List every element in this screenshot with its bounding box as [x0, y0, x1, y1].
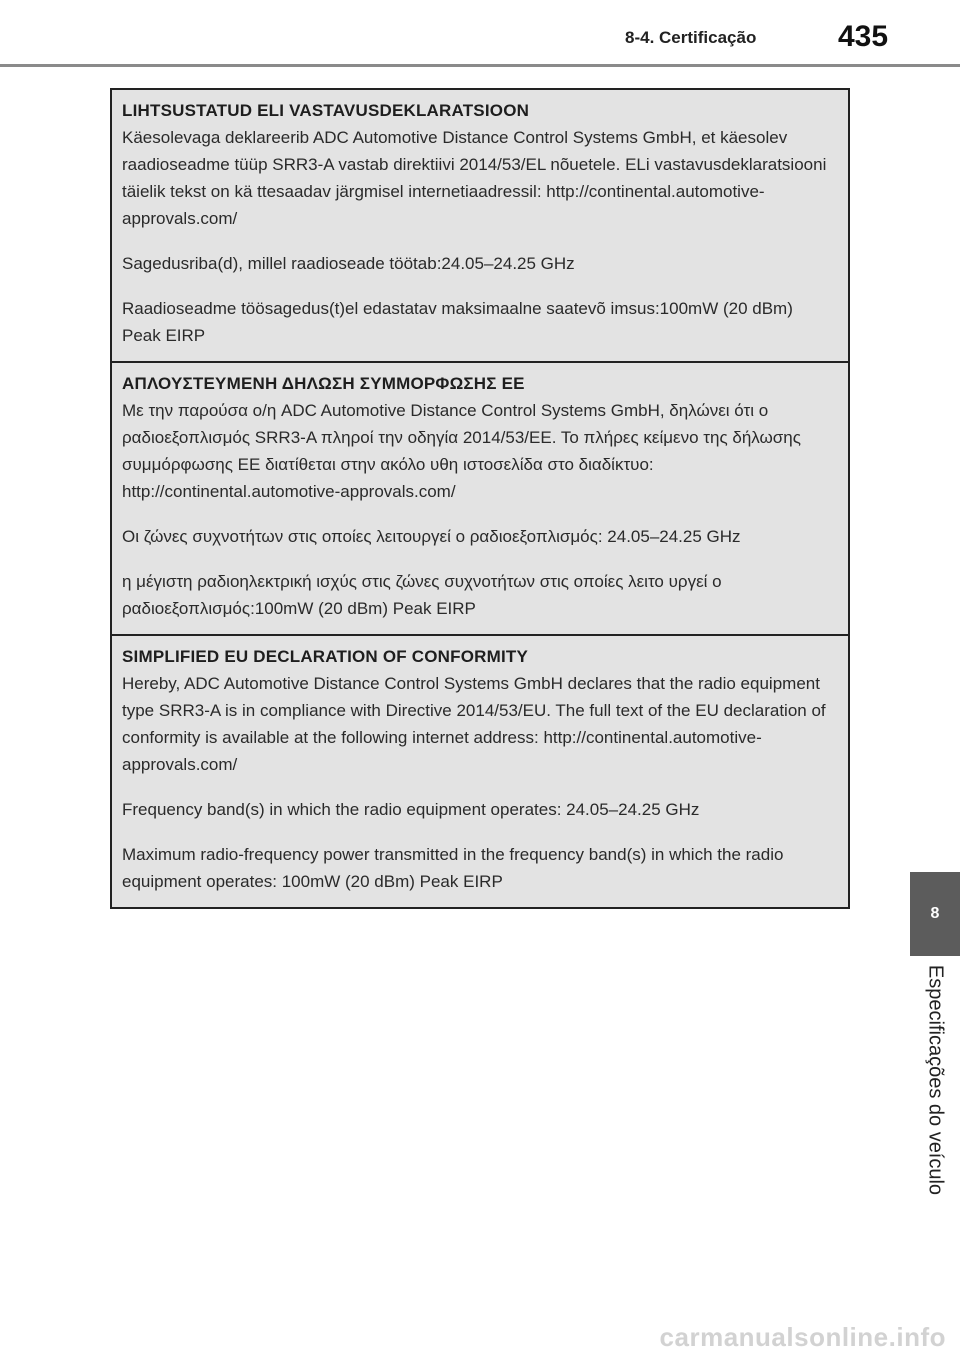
section-title: 8-4. Certificação: [625, 28, 757, 47]
header-divider: [0, 64, 960, 67]
chapter-label: Especificações do veículo: [924, 964, 947, 1196]
watermark: carmanualsonline.info: [659, 1322, 946, 1352]
max-power-text: Raadioseadme töösagedus(t)el edastatav maksimaalne saatevõ imsus:100mW (20 dBm) Peak EIRP: [122, 299, 793, 345]
declaration-english: [112, 636, 848, 907]
max-power-text: η μέγιστη ραδιοηλεκτρική ισχύς στις ζώνες συχνοτήτων στις οποίες λειτο υργεί ο ραδιοεξοπλισμός:100mW (20 dBm) Peak EIRP: [122, 572, 722, 618]
max-power-text: Maximum radio-frequency power transmitted in the frequency band(s) in which the radio equipment operates: 100mW (20 dBm) Peak EIRP: [122, 845, 784, 891]
declaration-greek: [112, 363, 848, 636]
declaration-title: SIMPLIFIED EU DECLARATION OF CONFORMITY: [122, 647, 529, 666]
frequency-band-text: Οι ζώνες συχνοτήτων στις οποίες λειτουργεί ο ραδιοεξοπλισμός: 24.05–24.25 GHz: [122, 527, 741, 546]
declaration-estonian: [112, 90, 848, 363]
declaration-box: [110, 88, 850, 909]
frequency-band-text: Sagedusriba(d), millel raadioseade töötab:24.05–24.25 GHz: [122, 254, 575, 273]
chapter-tab: 8: [910, 872, 960, 956]
declaration-statement: Hereby, ADC Automotive Distance Control Systems GmbH declares that the radio equipment type SRR3-A is in compliance with Directive 2014/53/EU. The full text of the EU declaration of conformity is available at the following internet address: http://continental.automotive-approvals.com/: [122, 674, 826, 774]
declaration-title: ΑΠΛΟΥΣΤΕΥΜΕΝΗ ΔΗΛΩΣΗ ΣΥΜΜΟΡΦΩΣΗΣ ΕΕ: [122, 374, 525, 393]
frequency-band-text: Frequency band(s) in which the radio equipment operates: 24.05–24.25 GHz: [122, 800, 700, 819]
page-number: 435: [838, 20, 889, 53]
declaration-statement: Käesolevaga deklareerib ADC Automotive Distance Control Systems GmbH, et käesolev raadioseadme tüüp SRR3-A vastab direktiivi 2014/53/EL nõuetele. ELi vastavusdeklaratsiooni täielik tekst on kä ttesaadav järgmisel internetiaadressil: http://continental.automotive-approvals.com/: [122, 128, 827, 228]
declaration-statement: Με την παρούσα ο/η ADC Automotive Distance Control Systems GmbH, δηλώνει ότι ο ραδιοεξοπλισμός SRR3-A πληροί την οδηγία 2014/53/ΕΕ. Το πλήρες κείμενο της δήλωσης συμμόρφωσης ΕΕ διατίθεται στην ακόλο υθη ιστοσελίδα στο διαδίκτυο: http://continental.automotive-approvals.com/: [122, 401, 801, 501]
declaration-title: LIHTSUSTATUD ELI VASTAVUSDEKLARATSIOON: [122, 101, 530, 120]
